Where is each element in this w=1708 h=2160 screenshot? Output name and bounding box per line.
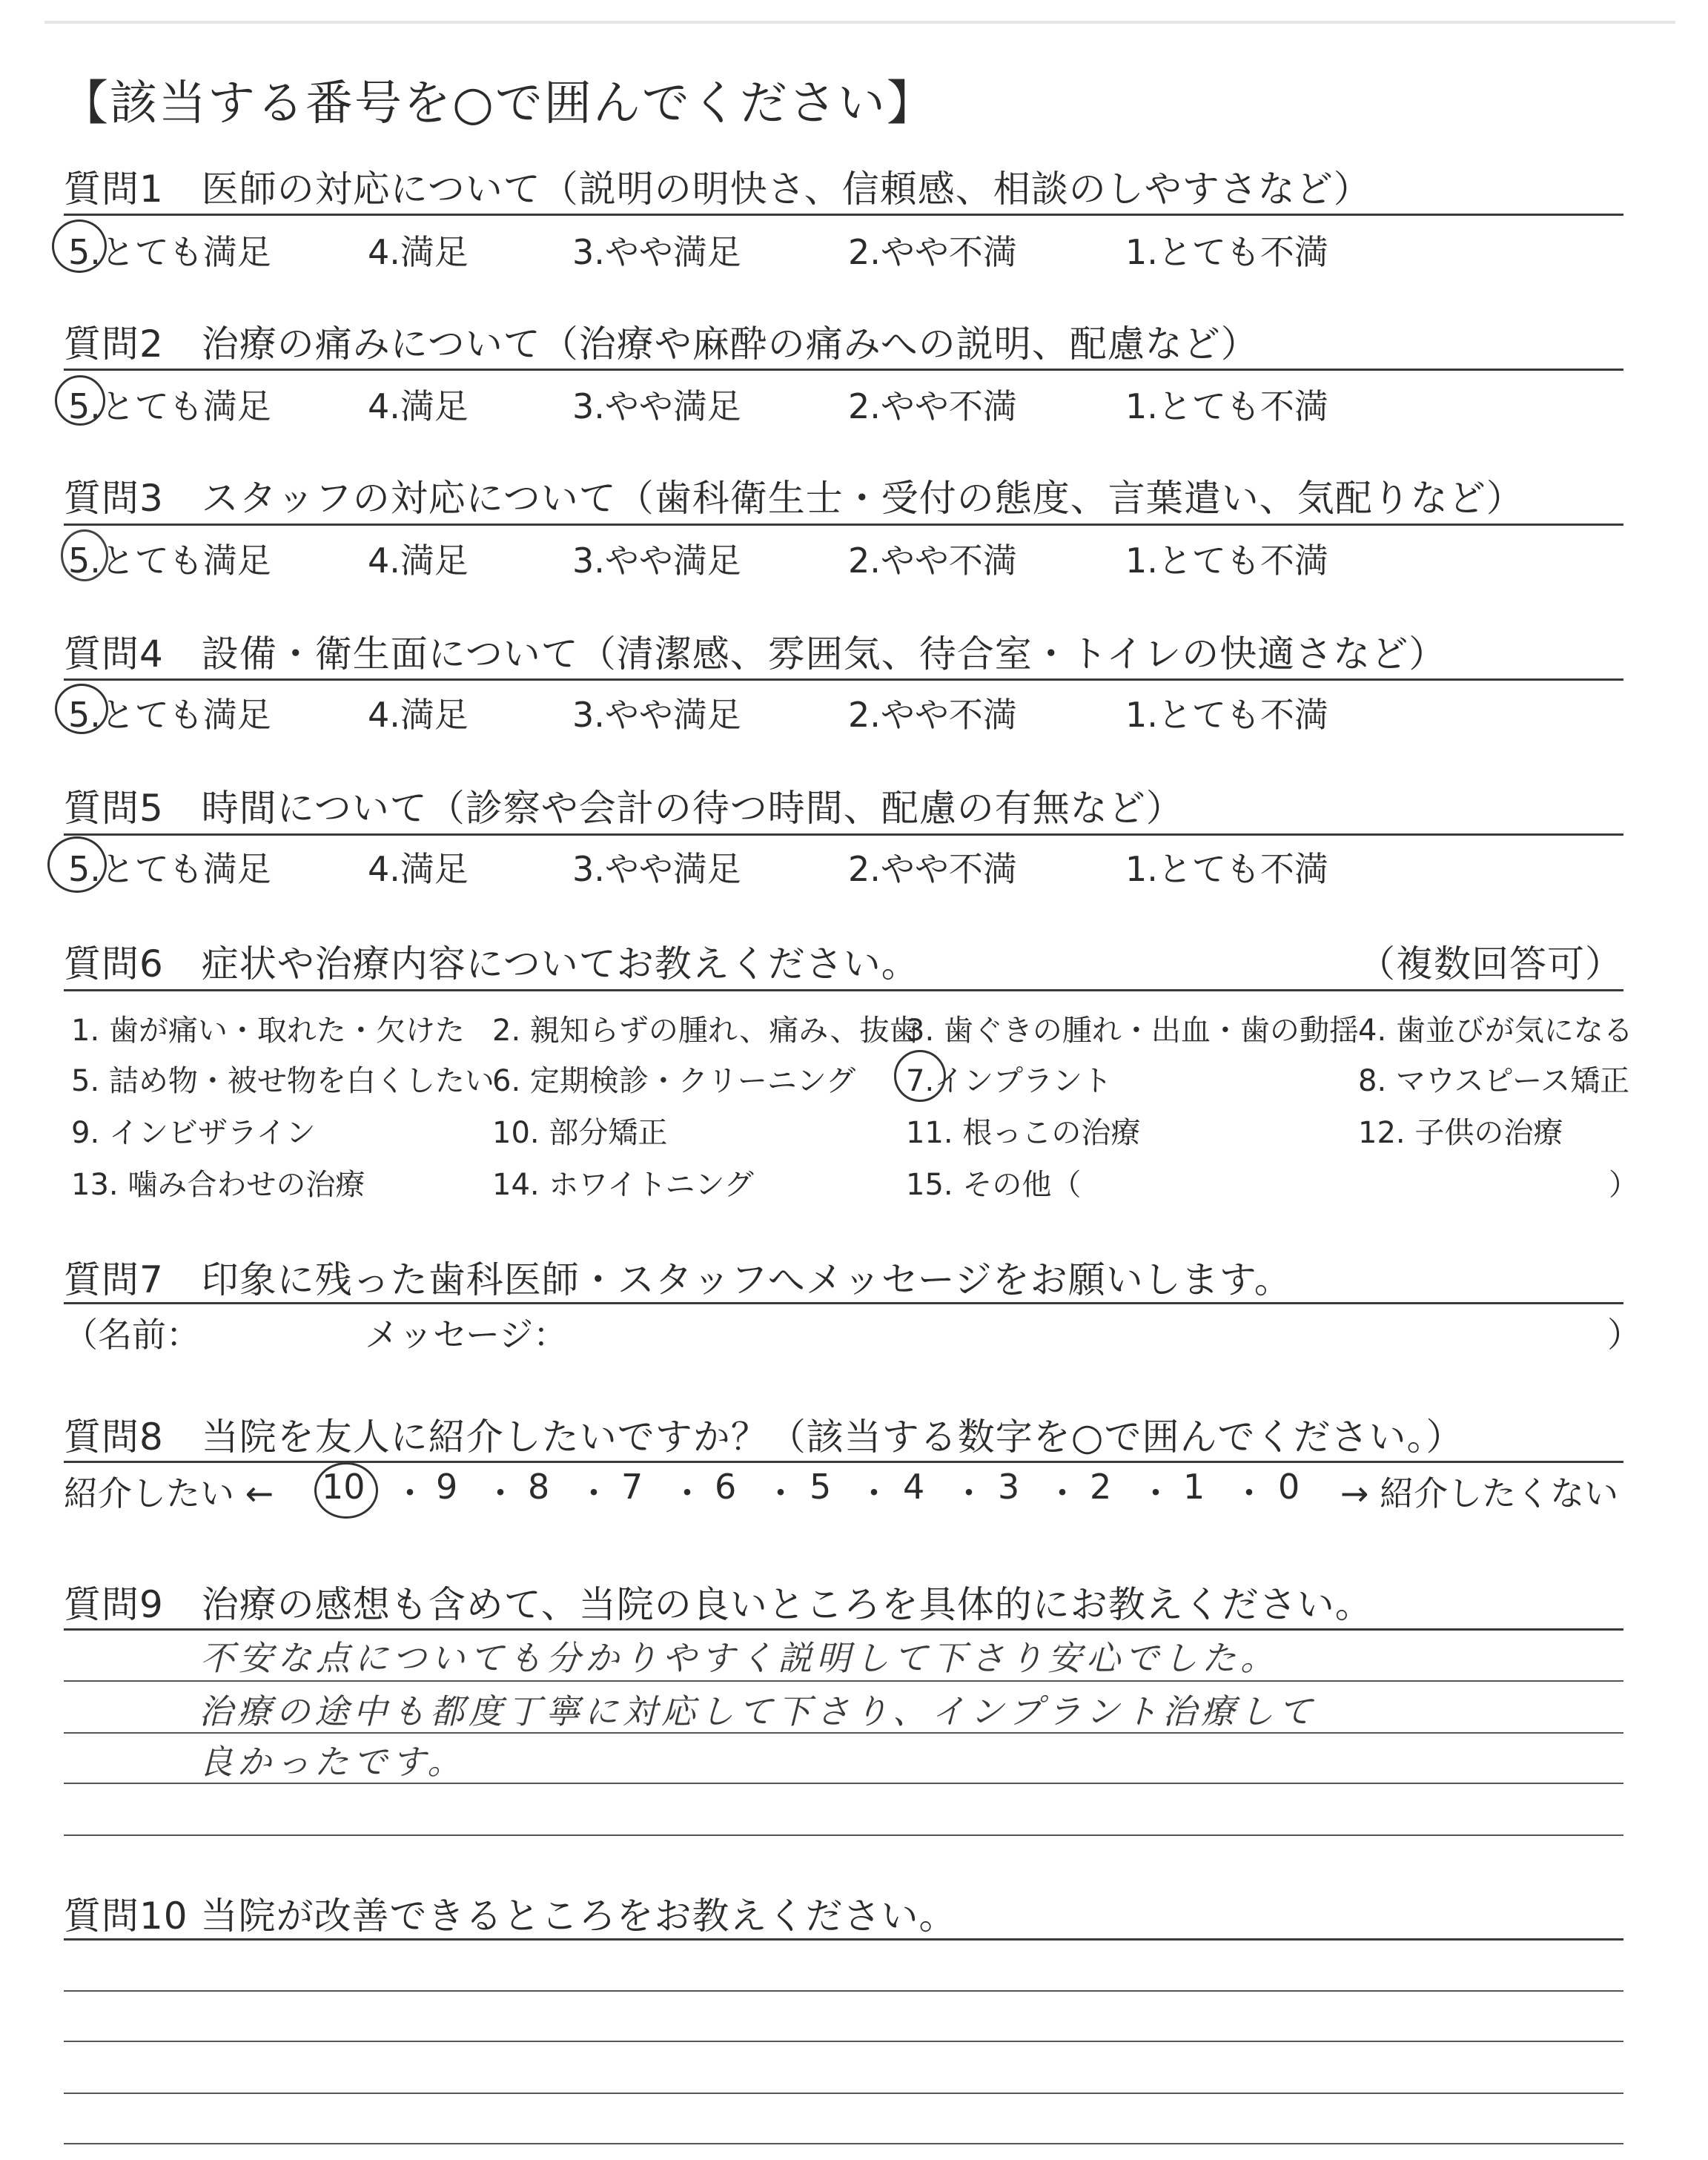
q9-handwritten-line-3: 良かったです。 [199, 1742, 466, 1782]
q8-left-label: 紹介したい ← [64, 1473, 274, 1513]
q3-option-2[interactable]: 2.やや不満 [848, 541, 1017, 581]
q8-sep: ・ [1232, 1473, 1266, 1513]
q6-item-10[interactable]: 10. 部分矯正 [492, 1116, 668, 1150]
divider [64, 833, 1623, 836]
q6-item-9[interactable]: 9. インビザライン [71, 1116, 316, 1150]
q2-option-4[interactable]: 4.満足 [368, 386, 469, 426]
q8-score-6[interactable]: 6 [715, 1467, 737, 1507]
q8-sep: ・ [857, 1473, 891, 1513]
answer-line [64, 1990, 1623, 1992]
q6-item-5[interactable]: 5. 詰め物・被せ物を白くしたい [71, 1064, 494, 1098]
q4-option-5[interactable]: 5.とても満足 [68, 695, 271, 735]
q5-option-3[interactable]: 3.やや満足 [572, 849, 741, 889]
q8-score-2[interactable]: 2 [1090, 1467, 1112, 1507]
divider [64, 1938, 1623, 1941]
q6-item-3[interactable]: 3. 歯ぐきの腫れ・出血・歯の動揺 [906, 1014, 1359, 1048]
q5-option-5[interactable]: 5.とても満足 [68, 849, 271, 889]
q8-sep: ・ [577, 1473, 611, 1513]
q6-item-2[interactable]: 2. 親知らずの腫れ、痛み、抜歯 [492, 1014, 919, 1048]
q1-option-3[interactable]: 3.やや満足 [572, 232, 741, 272]
q8-score-9[interactable]: 9 [436, 1467, 458, 1507]
answer-circle [55, 684, 108, 734]
q8-score-4[interactable]: 4 [903, 1467, 925, 1507]
q8-sep: ・ [764, 1473, 798, 1513]
q9-handwritten-line-2: 治療の途中も都度丁寧に対応して下さり、インプラント治療して [199, 1691, 1317, 1731]
q6-item-7[interactable]: 7.インプラント [906, 1064, 1113, 1098]
q6-item-1[interactable]: 1. 歯が痛い・取れた・欠けた [71, 1014, 465, 1048]
q8-right-label: → 紹介したくない [1340, 1473, 1619, 1513]
question-3: 質問3 スタッフの対応について（歯科衛生士・受付の態度、言葉遣い、気配りなど） [64, 477, 1524, 520]
q6-other-close: ） [1609, 1168, 1638, 1202]
answer-line [64, 1834, 1623, 1836]
q8-sep: ・ [1139, 1473, 1173, 1513]
divider [64, 1302, 1623, 1304]
q3-option-4[interactable]: 4.満足 [368, 541, 469, 581]
q4-option-2[interactable]: 2.やや不満 [848, 695, 1017, 735]
answer-circle [314, 1462, 378, 1519]
q8-score-0[interactable]: 0 [1278, 1467, 1300, 1507]
answer-line [64, 2093, 1623, 2094]
divider [64, 1461, 1623, 1463]
q8-sep: ・ [393, 1473, 427, 1513]
q8-sep: ・ [483, 1473, 517, 1513]
q7-message-label[interactable]: メッセージ： [365, 1315, 568, 1355]
question-4: 質問4 設備・衛生面について（清潔感、雰囲気、待合室・トイレの快適さなど） [64, 633, 1447, 676]
divider [64, 989, 1623, 991]
q6-item-8[interactable]: 8. マウスピース矯正 [1358, 1064, 1630, 1098]
q6-item-13[interactable]: 13. 噛み合わせの治療 [71, 1168, 365, 1202]
q3-option-1[interactable]: 1.とても不満 [1125, 541, 1328, 581]
q6-item-15[interactable]: 15. その他（ [906, 1168, 1082, 1202]
answer-circle [55, 375, 105, 426]
question-10: 質問10 当院が改善できるところをお教えください。 [64, 1895, 957, 1938]
q8-score-3[interactable]: 3 [998, 1467, 1020, 1507]
scan-edge [44, 21, 1675, 24]
q6-item-12[interactable]: 12. 子供の治療 [1358, 1116, 1563, 1150]
divider [64, 369, 1623, 371]
q2-option-3[interactable]: 3.やや満足 [572, 386, 741, 426]
answer-line [64, 1680, 1623, 1682]
question-8: 質問8 当院を友人に紹介したいですか？（該当する数字を○で囲んでください。） [64, 1416, 1464, 1459]
q6-multiple-note: （複数回答可） [1358, 942, 1623, 985]
q8-score-1[interactable]: 1 [1183, 1467, 1205, 1507]
divider [64, 1628, 1623, 1631]
q8-score-7[interactable]: 7 [621, 1467, 643, 1507]
q8-score-5[interactable]: 5 [810, 1467, 832, 1507]
q3-option-5[interactable]: 5.とても満足 [68, 541, 271, 581]
q1-option-4[interactable]: 4.満足 [368, 232, 469, 272]
q8-sep: ・ [1045, 1473, 1079, 1513]
q6-item-11[interactable]: 11. 根っこの治療 [906, 1116, 1141, 1150]
form-title: 【該当する番号を○で囲んでください】 [61, 76, 936, 131]
question-5: 質問5 時間について（診察や会計の待つ時間、配慮の有無など） [64, 787, 1184, 830]
divider [64, 524, 1623, 526]
q5-option-2[interactable]: 2.やや不満 [848, 849, 1017, 889]
q8-sep: ・ [952, 1473, 986, 1513]
q6-item-14[interactable]: 14. ホワイトニング [492, 1168, 754, 1202]
q5-option-4[interactable]: 4.満足 [368, 849, 469, 889]
q6-item-6[interactable]: 6. 定期検診・クリーニング [492, 1064, 856, 1098]
q8-sep: ・ [670, 1473, 704, 1513]
q8-score-10[interactable]: 10 [322, 1467, 365, 1507]
question-2: 質問2 治療の痛みについて（治療や麻酔の痛みへの説明、配慮など） [64, 323, 1259, 366]
divider [64, 214, 1623, 216]
q4-option-1[interactable]: 1.とても不満 [1125, 695, 1328, 735]
q6-item-4[interactable]: 4. 歯並びが気になる [1358, 1014, 1633, 1048]
q7-name-label: （名前： [64, 1315, 200, 1355]
answer-circle [894, 1050, 946, 1102]
q2-option-1[interactable]: 1.とても不満 [1125, 386, 1328, 426]
q8-score-8[interactable]: 8 [528, 1467, 550, 1507]
q3-option-3[interactable]: 3.やや満足 [572, 541, 741, 581]
answer-circle [52, 219, 107, 273]
q4-option-4[interactable]: 4.満足 [368, 695, 469, 735]
divider [64, 678, 1623, 681]
q1-option-2[interactable]: 2.やや不満 [848, 232, 1017, 272]
answer-line [64, 2041, 1623, 2042]
q7-close: ） [1607, 1315, 1641, 1355]
q4-option-3[interactable]: 3.やや満足 [572, 695, 741, 735]
answer-circle [61, 529, 108, 581]
q1-option-1[interactable]: 1.とても不満 [1125, 232, 1328, 272]
q1-option-5[interactable]: 5.とても満足 [68, 232, 271, 272]
q5-option-1[interactable]: 1.とても不満 [1125, 849, 1328, 889]
answer-circle [47, 836, 107, 893]
answer-line [64, 2143, 1623, 2144]
question-7: 質問7 印象に残った歯科医師・スタッフへメッセージをお願いします。 [64, 1258, 1292, 1301]
q9-handwritten-line-1: 不安な点についても分かりやすく説明して下さり安心でした。 [200, 1638, 1280, 1678]
q2-option-2[interactable]: 2.やや不満 [848, 386, 1017, 426]
q2-option-5[interactable]: 5.とても満足 [68, 386, 271, 426]
question-6: 質問6 症状や治療内容についてお教えください。 [64, 942, 919, 985]
question-9: 質問9 治療の感想も含めて、当院の良いところを具体的にお教えください。 [64, 1583, 1373, 1626]
question-1: 質問1 医師の対応について（説明の明快さ、信頼感、相談のしやすさなど） [64, 168, 1371, 211]
